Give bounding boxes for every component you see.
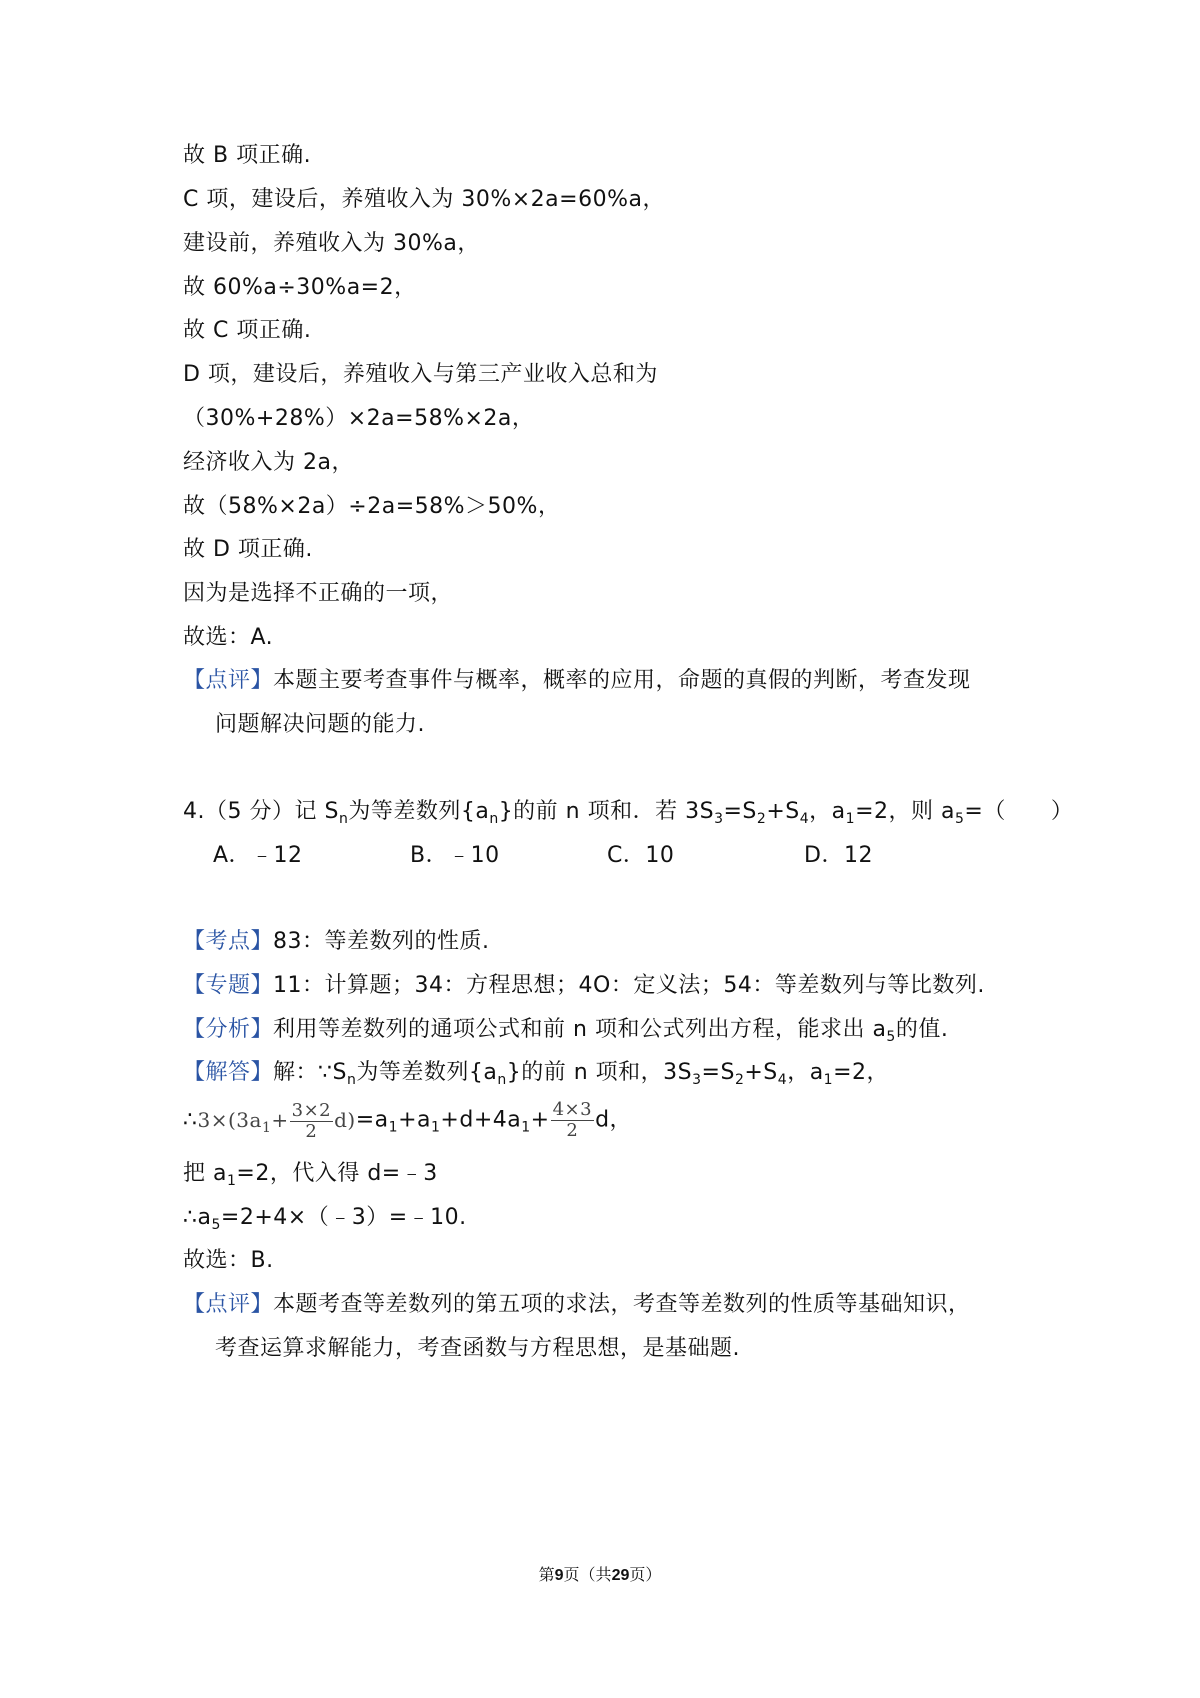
page-number: 9 [554,1567,564,1584]
jieda-line: 【解答】解：$\because S_n$为等差数列$\{a_n\}$的前 n 项和，$3S_3=S_2+S_4$，$a_1=2$， [183,1060,890,1088]
zhuanti-tag: 【专题】 [183,973,274,998]
review-paragraph [183,666,971,696]
solution-line: （30%+28%）×2a=58%×2a， [183,406,535,431]
solution-line: 故（58%×2a）÷2a=58%＞50%， [183,494,561,519]
answer-line: 故选：B. [183,1248,274,1273]
solution-line: 故 60%a÷30%a=2， [183,275,417,300]
solution-line: C 项，建设后，养殖收入为 30%×2a=60%a， [183,187,665,212]
solution-line: 建设前，养殖收入为 30%a， [183,231,480,256]
option-d: D．12 [804,843,873,868]
review-paragraph [183,1290,971,1320]
solution-line: 故 C 项正确. [183,318,312,343]
solution-line: 故 B 项正确. [183,143,312,168]
review-text: 本题考查等差数列的第五项的求法，考查等差数列的性质等基础知识， [273,1292,971,1317]
fraction: $\frac{3\times 2}{2}$ [291,1099,332,1142]
zhuanti-line: 【专题】11：计算题；34：方程思想；4O：定义法；54：等差数列与等比数列. [183,973,985,998]
review-continuation: 问题解决问题的能力. [215,712,425,737]
kaodian-tag: 【考点】 [183,929,274,954]
solution-line: 经济收入为 2a， [183,450,354,475]
page-footer: 第9页（共29页） [538,1565,662,1584]
review-tag: 【点评】 [183,668,274,693]
solution-line: 故 D 项正确. [183,537,313,562]
substitute-line: 把 $a_1=2$，代入得 d=﹣3 [183,1161,438,1189]
fenxi-tag: 【分析】 [183,1017,274,1042]
solution-line: D 项，建设后，养殖收入与第三产业收入总和为 [183,362,658,387]
fenxi-line: 【分析】利用等差数列的通项公式和前 n 项和公式列出方程，能求出 $a_5$的值. [183,1017,949,1045]
solution-line: 因为是选择不正确的一项， [183,581,454,606]
question-4-stem: 4.（5 分）记 $S_n$为等差数列$\{a_n\}$的前 n 项和．若 $3S_3=S_2+S_4$，$a_1=2$，则 $a_5=$（ ） [183,799,1074,827]
option-c: C．10 [607,843,675,868]
review-tag: 【点评】 [183,1292,274,1317]
kaodian-line: 【考点】83：等差数列的性质. [183,929,490,954]
option-a: A．﹣12 [213,843,303,868]
page-total: 29 [611,1567,630,1584]
equation-line: $\therefore 3\times(3a_1+$ $\frac{3\times 2}{2}$ $d)=a_1+a_1+d+4a_1+$ $\frac{4\times 3}{2}$ d， [183,1099,633,1142]
review-text: 本题主要考查事件与概率，概率的应用，命题的真假的判断，考查发现 [273,668,971,693]
result-line: $\therefore a_5=2+4\times(﹣3)=﹣10$. [183,1205,467,1233]
jieda-tag: 【解答】 [183,1060,274,1085]
option-b: B．﹣10 [410,843,500,868]
question-4-options [0,841,1200,871]
fraction: $\frac{4\times 3}{2}$ [552,1099,593,1141]
solution-line: 故选：A. [183,625,274,650]
review-continuation: 考查运算求解能力，考查函数与方程思想，是基础题. [215,1336,740,1361]
formula-image-part: $3\times(3a_1+$ $\frac{3\times 2}{2}$ d) [197,1099,356,1142]
